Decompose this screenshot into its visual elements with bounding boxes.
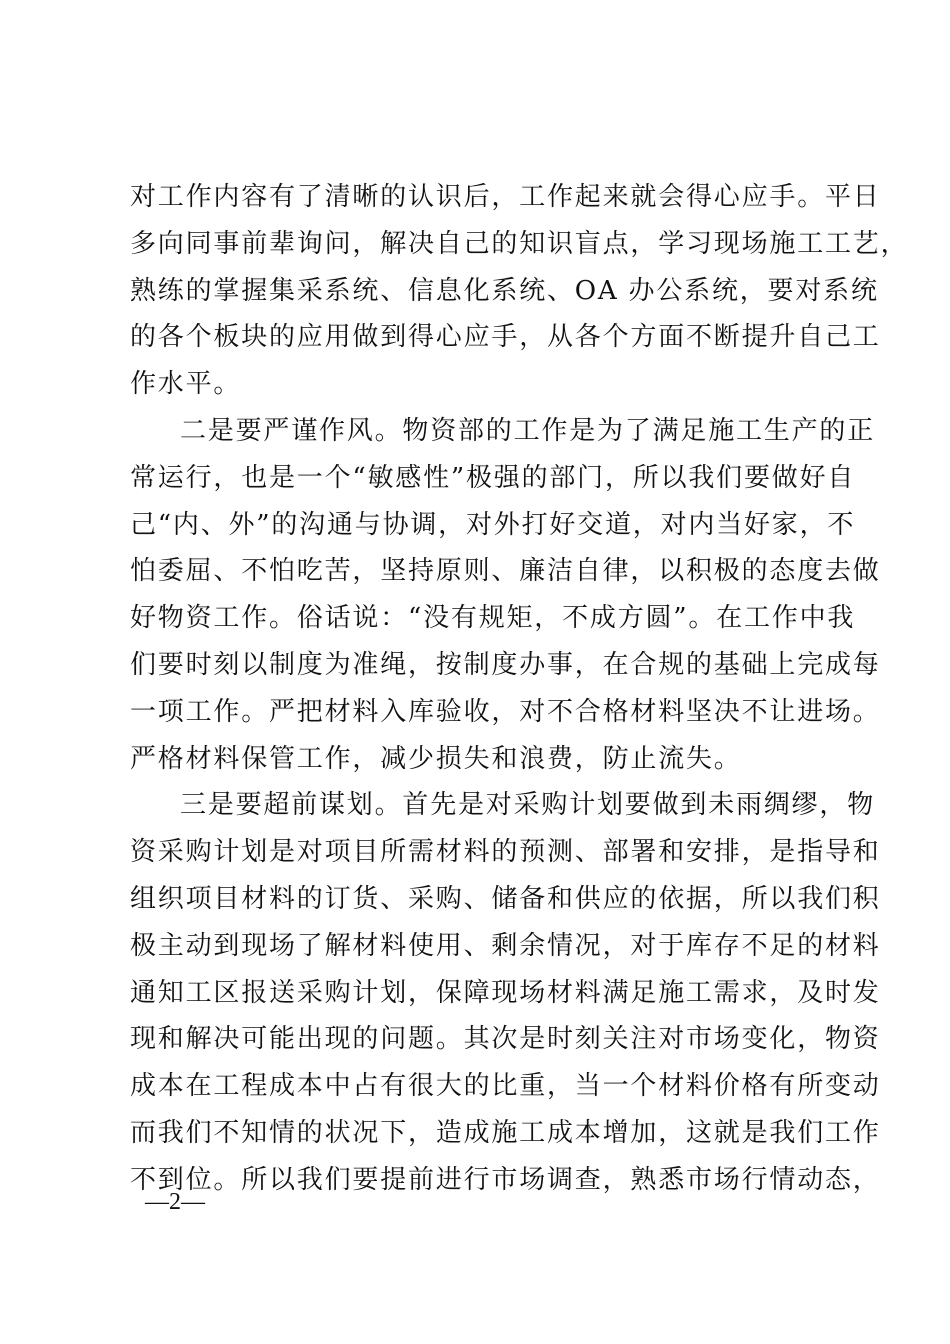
body-text-line: 们要时刻以制度为准绳，按制度办事，在合规的基础上完成每 (130, 650, 881, 680)
body-text-line: 熟练的掌握集采系统、信息化系统、OA 办公系统，要对系统 (130, 276, 879, 306)
body-text-line: 好物资工作。俗话说：“没有规矩，不成方圆”。在工作中我 (130, 603, 856, 633)
body-text-line: 己“内、外”的沟通与协调，对外打好交道，对内当好家，不 (130, 510, 856, 540)
body-text-line: 而我们不知情的状况下，造成施工成本增加，这就是我们工作 (130, 1118, 881, 1148)
body-text-line: 严格材料保管工作，减少损失和浪费，防止流失。 (130, 744, 742, 774)
body-text-line: 通知工区报送采购计划，保障现场材料满足施工需求，及时发 (130, 978, 881, 1008)
paragraph-first-line: 三是要超前谋划。首先是对采购计划要做到未雨绸缪，物 (180, 790, 876, 820)
body-text-line: 现和解决可能出现的问题。其次是时刻关注对市场变化，物资 (130, 1024, 881, 1054)
body-text-line: 一项工作。严把材料入库验收，对不合格材料坚决不让进场。 (130, 697, 881, 727)
body-text-line: 组织项目材料的订货、采购、储备和供应的依据，所以我们积 (130, 884, 881, 914)
body-text-line: 对工作内容有了清晰的认识后，工作起来就会得心应手。平日 (130, 182, 881, 212)
body-text-line: 常运行，也是一个“敏感性”极强的部门，所以我们要做好自 (130, 463, 856, 493)
body-text-line: 的各个板块的应用做到得心应手，从各个方面不断提升自己工 (130, 322, 881, 352)
body-text-line: 作水平。 (130, 369, 242, 399)
paragraph-first-line: 二是要严谨作风。物资部的工作是为了满足施工生产的正 (180, 416, 876, 446)
body-text-line: 不到位。所以我们要提前进行市场调查，熟悉市场行情动态， (130, 1165, 881, 1195)
body-text-line: 极主动到现场了解材料使用、剩余情况，对于库存不足的材料 (130, 931, 881, 961)
body-text-line: 怕委屈、不怕吃苦，坚持原则、廉洁自律，以积极的态度去做 (130, 556, 881, 586)
body-text-line: 多向同事前辈询问，解决自己的知识盲点，学习现场施工工艺， (130, 229, 909, 259)
body-text-line: 成本在工程成本中占有很大的比重，当一个材料价格有所变动 (130, 1071, 881, 1101)
body-text-line: 资采购计划是对项目所需材料的预测、部署和安排，是指导和 (130, 837, 881, 867)
page-number: —2— (145, 1189, 205, 1215)
